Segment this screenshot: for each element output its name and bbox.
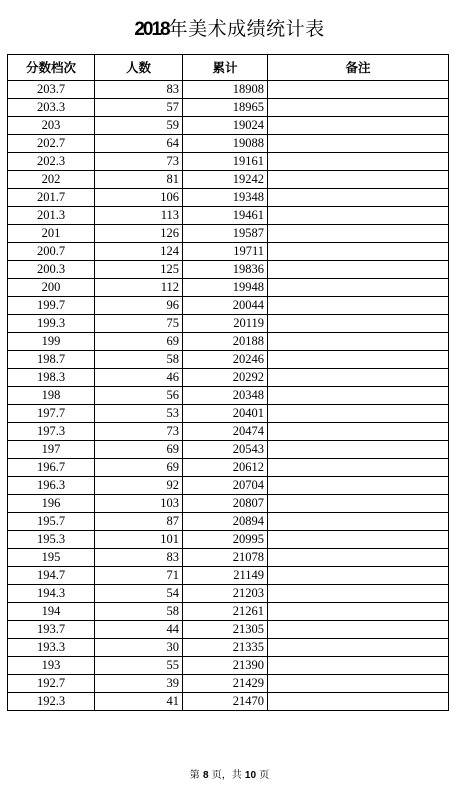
cell-count: 57 <box>95 99 183 117</box>
table-row <box>8 369 449 387</box>
cell-count: 73 <box>95 423 183 441</box>
cell-count: 69 <box>95 441 183 459</box>
cell-count: 124 <box>95 243 183 261</box>
cell-score-level: 193 <box>8 657 95 675</box>
cell-count: 44 <box>95 621 183 639</box>
table-row <box>8 639 449 657</box>
cell-cumulative: 21470 <box>183 693 268 711</box>
table-row <box>8 693 449 711</box>
table-header <box>8 55 449 81</box>
cell-score-level: 200.7 <box>8 243 95 261</box>
cell-cumulative: 20612 <box>183 459 268 477</box>
cell-score-level: 193.7 <box>8 621 95 639</box>
cell-note <box>268 603 449 621</box>
cell-count: 58 <box>95 351 183 369</box>
cell-score-level: 195.7 <box>8 513 95 531</box>
table-row <box>8 333 449 351</box>
cell-cumulative: 18908 <box>183 81 268 99</box>
cell-score-level: 202.3 <box>8 153 95 171</box>
table-row <box>8 207 449 225</box>
cell-cumulative: 20543 <box>183 441 268 459</box>
cell-note <box>268 171 449 189</box>
cell-score-level: 197.3 <box>8 423 95 441</box>
cell-score-level: 198.3 <box>8 369 95 387</box>
cell-score-level: 192.3 <box>8 693 95 711</box>
cell-note <box>268 243 449 261</box>
cell-cumulative: 20292 <box>183 369 268 387</box>
cell-note <box>268 477 449 495</box>
cell-note <box>268 333 449 351</box>
cell-count: 53 <box>95 405 183 423</box>
table-row <box>8 189 449 207</box>
cell-cumulative: 20704 <box>183 477 268 495</box>
cell-note <box>268 99 449 117</box>
cell-cumulative: 20401 <box>183 405 268 423</box>
cell-count: 126 <box>95 225 183 243</box>
cell-cumulative: 19587 <box>183 225 268 243</box>
cell-score-level: 203 <box>8 117 95 135</box>
cell-note <box>268 657 449 675</box>
cell-note <box>268 585 449 603</box>
table-row <box>8 279 449 297</box>
cell-cumulative: 19242 <box>183 171 268 189</box>
cell-note <box>268 567 449 585</box>
cell-note <box>268 549 449 567</box>
cell-note <box>268 675 449 693</box>
header-cumulative: 累计 <box>183 55 268 81</box>
cell-cumulative: 20807 <box>183 495 268 513</box>
cell-note <box>268 297 449 315</box>
cell-note <box>268 153 449 171</box>
table-row <box>8 675 449 693</box>
cell-note <box>268 621 449 639</box>
cell-score-level: 195.3 <box>8 531 95 549</box>
cell-cumulative: 21429 <box>183 675 268 693</box>
cell-score-level: 203.7 <box>8 81 95 99</box>
cell-note <box>268 693 449 711</box>
cell-score-level: 192.7 <box>8 675 95 693</box>
cell-cumulative: 19461 <box>183 207 268 225</box>
cell-score-level: 199 <box>8 333 95 351</box>
cell-score-level: 194.7 <box>8 567 95 585</box>
footer-suffix: 页 <box>259 770 270 781</box>
cell-cumulative: 20894 <box>183 513 268 531</box>
table-row <box>8 81 449 99</box>
cell-score-level: 199.7 <box>8 297 95 315</box>
page-footer <box>0 766 459 781</box>
cell-count: 64 <box>95 135 183 153</box>
cell-count: 87 <box>95 513 183 531</box>
table-row <box>8 441 449 459</box>
cell-note <box>268 261 449 279</box>
cell-cumulative: 21335 <box>183 639 268 657</box>
cell-score-level: 195 <box>8 549 95 567</box>
cell-cumulative: 21149 <box>183 567 268 585</box>
cell-score-level: 202.7 <box>8 135 95 153</box>
cell-count: 92 <box>95 477 183 495</box>
table-row <box>8 603 449 621</box>
table-row <box>8 99 449 117</box>
cell-cumulative: 20188 <box>183 333 268 351</box>
cell-note <box>268 225 449 243</box>
cell-note <box>268 117 449 135</box>
cell-count: 103 <box>95 495 183 513</box>
footer-page-number: 8 <box>202 770 209 781</box>
table-row <box>8 423 449 441</box>
table-body <box>8 81 449 711</box>
cell-score-level: 200.3 <box>8 261 95 279</box>
cell-count: 96 <box>95 297 183 315</box>
cell-cumulative: 19711 <box>183 243 268 261</box>
cell-count: 73 <box>95 153 183 171</box>
cell-note <box>268 405 449 423</box>
cell-cumulative: 21078 <box>183 549 268 567</box>
cell-note <box>268 387 449 405</box>
header-row <box>8 55 449 81</box>
header-score-level: 分数档次 <box>8 55 95 81</box>
table-row <box>8 513 449 531</box>
cell-score-level: 203.3 <box>8 99 95 117</box>
cell-count: 54 <box>95 585 183 603</box>
cell-count: 112 <box>95 279 183 297</box>
cell-cumulative: 20246 <box>183 351 268 369</box>
cell-cumulative: 21261 <box>183 603 268 621</box>
cell-score-level: 194.3 <box>8 585 95 603</box>
cell-count: 83 <box>95 549 183 567</box>
footer-middle: 页，共 <box>211 770 242 781</box>
cell-cumulative: 20348 <box>183 387 268 405</box>
cell-note <box>268 189 449 207</box>
cell-score-level: 201.3 <box>8 207 95 225</box>
cell-count: 113 <box>95 207 183 225</box>
title-year: 2018 <box>134 19 169 40</box>
cell-cumulative: 19948 <box>183 279 268 297</box>
table-row <box>8 117 449 135</box>
cell-cumulative: 19348 <box>183 189 268 207</box>
cell-score-level: 196.3 <box>8 477 95 495</box>
cell-count: 71 <box>95 567 183 585</box>
cell-score-level: 197.7 <box>8 405 95 423</box>
cell-count: 56 <box>95 387 183 405</box>
table-row <box>8 387 449 405</box>
table-row <box>8 351 449 369</box>
cell-cumulative: 21203 <box>183 585 268 603</box>
cell-note <box>268 639 449 657</box>
cell-count: 69 <box>95 459 183 477</box>
cell-score-level: 194 <box>8 603 95 621</box>
cell-score-level: 199.3 <box>8 315 95 333</box>
cell-note <box>268 459 449 477</box>
cell-score-level: 200 <box>8 279 95 297</box>
cell-note <box>268 135 449 153</box>
footer-total-pages: 10 <box>244 770 257 781</box>
cell-cumulative: 20119 <box>183 315 268 333</box>
table-row <box>8 495 449 513</box>
table-row <box>8 459 449 477</box>
cell-count: 55 <box>95 657 183 675</box>
table-row <box>8 405 449 423</box>
cell-cumulative: 21305 <box>183 621 268 639</box>
cell-cumulative: 21390 <box>183 657 268 675</box>
table-row <box>8 153 449 171</box>
cell-note <box>268 369 449 387</box>
cell-score-level: 197 <box>8 441 95 459</box>
cell-score-level: 198.7 <box>8 351 95 369</box>
table-row <box>8 531 449 549</box>
cell-note <box>268 423 449 441</box>
cell-count: 125 <box>95 261 183 279</box>
cell-score-level: 201 <box>8 225 95 243</box>
cell-count: 75 <box>95 315 183 333</box>
table-row <box>8 567 449 585</box>
cell-note <box>268 315 449 333</box>
cell-score-level: 201.7 <box>8 189 95 207</box>
cell-count: 39 <box>95 675 183 693</box>
cell-score-level: 196.7 <box>8 459 95 477</box>
cell-cumulative: 19024 <box>183 117 268 135</box>
title-text: 年美术成绩统计表 <box>168 18 325 40</box>
cell-cumulative: 20044 <box>183 297 268 315</box>
table-row <box>8 225 449 243</box>
footer-prefix: 第 <box>189 770 200 781</box>
cell-score-level: 202 <box>8 171 95 189</box>
cell-count: 83 <box>95 81 183 99</box>
cell-count: 81 <box>95 171 183 189</box>
cell-count: 101 <box>95 531 183 549</box>
cell-score-level: 193.3 <box>8 639 95 657</box>
cell-note <box>268 531 449 549</box>
cell-note <box>268 441 449 459</box>
cell-note <box>268 513 449 531</box>
cell-cumulative: 19161 <box>183 153 268 171</box>
score-statistics-table <box>7 54 449 711</box>
table-row <box>8 171 449 189</box>
cell-note <box>268 495 449 513</box>
cell-count: 41 <box>95 693 183 711</box>
table-row <box>8 549 449 567</box>
cell-count: 59 <box>95 117 183 135</box>
cell-count: 30 <box>95 639 183 657</box>
table-row <box>8 243 449 261</box>
header-count: 人数 <box>95 55 183 81</box>
cell-count: 58 <box>95 603 183 621</box>
cell-cumulative: 19088 <box>183 135 268 153</box>
cell-score-level: 196 <box>8 495 95 513</box>
cell-cumulative: 20995 <box>183 531 268 549</box>
page-title <box>0 14 459 41</box>
cell-note <box>268 351 449 369</box>
cell-cumulative: 18965 <box>183 99 268 117</box>
table-row <box>8 315 449 333</box>
cell-note <box>268 279 449 297</box>
cell-note <box>268 81 449 99</box>
table-row <box>8 657 449 675</box>
table-row <box>8 135 449 153</box>
cell-count: 46 <box>95 369 183 387</box>
table-row <box>8 261 449 279</box>
header-note: 备注 <box>268 55 449 81</box>
table-row <box>8 297 449 315</box>
cell-count: 106 <box>95 189 183 207</box>
table-row <box>8 585 449 603</box>
cell-note <box>268 207 449 225</box>
table-row <box>8 477 449 495</box>
cell-cumulative: 20474 <box>183 423 268 441</box>
cell-cumulative: 19836 <box>183 261 268 279</box>
cell-score-level: 198 <box>8 387 95 405</box>
table-row <box>8 621 449 639</box>
cell-count: 69 <box>95 333 183 351</box>
